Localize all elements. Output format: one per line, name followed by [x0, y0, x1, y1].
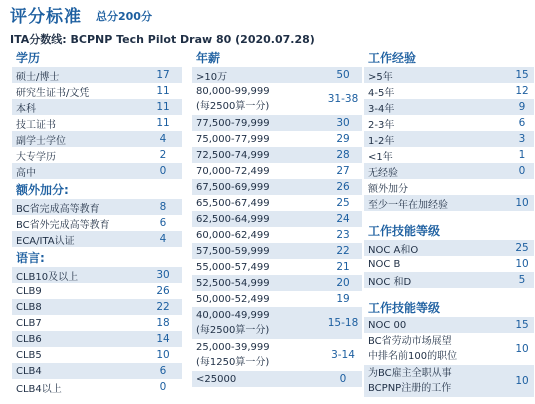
- section-heading-language: 语言:: [16, 251, 45, 265]
- score-row: [12, 347, 182, 363]
- row-points: 10: [515, 258, 529, 270]
- row-label: [12, 380, 144, 395]
- row-label: [364, 116, 510, 131]
- score-row: [192, 243, 362, 259]
- score-row: [364, 365, 534, 397]
- score-row: [12, 147, 182, 163]
- row-points: 8: [159, 201, 167, 213]
- row-label-line-2: (每2500算一分): [196, 325, 270, 336]
- row-points: 11: [156, 85, 170, 97]
- section-heading-extra: 额外加分:: [16, 183, 69, 197]
- row-label: [364, 180, 510, 195]
- row-label: [12, 302, 144, 313]
- skill-level-list: [364, 240, 534, 288]
- score-row: [364, 83, 534, 99]
- row-label-line: BC省完成高等教育: [16, 203, 100, 215]
- score-row: [12, 83, 182, 99]
- row-points: 19: [336, 293, 350, 305]
- row-points: 0: [159, 381, 167, 393]
- row-label: [192, 118, 324, 129]
- score-row: [192, 291, 362, 307]
- row-points: 0: [339, 373, 347, 385]
- row-label-line: >10万: [196, 71, 228, 83]
- row-points: 25: [515, 242, 529, 254]
- row-label-line: 40,000-49,999: [196, 310, 270, 321]
- row-label: [192, 150, 324, 161]
- row-points: 11: [156, 117, 170, 129]
- score-row: [192, 131, 362, 147]
- row-label-line: 77,500-79,999: [196, 117, 270, 129]
- row-label-line: 70,000-72,499: [196, 165, 270, 177]
- row-points: 26: [156, 285, 170, 297]
- row-label-line: 57,500-59,999: [196, 245, 270, 257]
- score-row: [192, 67, 362, 83]
- row-points: 3: [518, 133, 526, 145]
- row-label: [12, 268, 144, 283]
- row-label-line: BC省外完成高等教育: [16, 219, 110, 231]
- row-label-line: 50,000-52,499: [196, 293, 270, 305]
- score-row: [192, 163, 362, 179]
- row-label-line: 55,000-57,499: [196, 261, 270, 273]
- row-label-line: 4-5年: [368, 87, 395, 99]
- row-points: 30: [156, 269, 170, 281]
- score-row: [12, 199, 182, 215]
- row-label-line: CLB4以上: [16, 383, 62, 395]
- row-label-line: <25000: [196, 373, 237, 385]
- section-heading-skill-level: 工作技能等级: [368, 224, 441, 238]
- row-points: 2: [159, 149, 167, 161]
- row-label: [192, 230, 324, 241]
- row-label-line: 75,000-77,999: [196, 133, 270, 145]
- row-label: [12, 334, 144, 345]
- row-label: [192, 134, 324, 145]
- row-points: 17: [156, 69, 170, 81]
- row-label-line: 62,500-64,999: [196, 213, 270, 225]
- score-row: [364, 256, 534, 272]
- row-points: 9: [518, 101, 526, 113]
- score-row: [192, 147, 362, 163]
- row-points: 14: [156, 333, 170, 345]
- row-label-line: 72,500-74,999: [196, 149, 270, 161]
- row-points: 15: [515, 319, 529, 331]
- row-label: [192, 182, 324, 193]
- row-points: 28: [336, 149, 350, 161]
- section-heading-skill-level-2: 工作技能等级: [368, 301, 441, 315]
- row-label-line: 67,500-69,999: [196, 181, 270, 193]
- score-row: [12, 99, 182, 115]
- row-points: 1: [518, 149, 526, 161]
- row-label-line: 65,500-67,499: [196, 197, 270, 209]
- row-label-line: NOC B: [368, 258, 401, 270]
- row-points: 12: [515, 85, 529, 97]
- row-label: [192, 198, 324, 209]
- row-label: [12, 286, 144, 297]
- row-points: 15-18: [327, 317, 359, 329]
- row-label-line-2: BCPNP注册的工作: [368, 383, 452, 394]
- score-row: [12, 163, 182, 179]
- score-row: [192, 307, 362, 339]
- row-points: 3-14: [331, 349, 355, 361]
- score-row: [192, 339, 362, 371]
- total-score: 总分200分: [96, 10, 152, 23]
- row-label-line: NOC 00: [368, 319, 407, 331]
- row-label: [192, 340, 324, 370]
- row-label: [364, 320, 510, 331]
- score-row: [364, 240, 534, 256]
- row-label: [12, 200, 144, 215]
- score-row: [192, 211, 362, 227]
- row-label: [364, 273, 510, 288]
- section-heading-experience: 工作经验: [368, 51, 417, 65]
- row-label-line: 为BC雇主全职从事: [368, 368, 452, 379]
- row-points: 10: [515, 375, 529, 387]
- score-row: [192, 195, 362, 211]
- row-label: [192, 68, 324, 83]
- row-label: [12, 216, 144, 231]
- row-label: [192, 294, 324, 305]
- row-label-line: 无经验: [368, 167, 398, 179]
- row-label-line: 研究生证书/文凭: [16, 87, 90, 99]
- skill-level-list-2: [364, 317, 534, 397]
- row-label-line: 52,500-54,999: [196, 277, 270, 289]
- row-points: 10: [515, 343, 529, 355]
- row-label-line: 技工证书: [16, 119, 56, 131]
- row-label: [192, 246, 324, 257]
- score-row: [12, 67, 182, 83]
- score-row: [12, 131, 182, 147]
- row-points: 23: [336, 229, 350, 241]
- row-label: [192, 214, 324, 225]
- row-label: [12, 116, 144, 131]
- row-label: [12, 100, 144, 115]
- row-points: 22: [336, 245, 350, 257]
- row-label: [12, 164, 144, 179]
- experience-list: [364, 67, 534, 211]
- row-label-line: 80,000-99,999: [196, 86, 270, 97]
- extra-points-list: [12, 199, 182, 247]
- row-points: 27: [336, 165, 350, 177]
- row-label-line: 大专学历: [16, 151, 56, 163]
- row-points: 6: [159, 365, 167, 377]
- education-list: [12, 67, 182, 179]
- page-header: [0, 0, 535, 28]
- row-label-line: CLB4: [16, 365, 42, 377]
- score-row: [12, 363, 182, 379]
- score-row: [364, 195, 534, 211]
- row-label: [192, 166, 324, 177]
- score-row: [192, 275, 362, 291]
- column-salary: [192, 50, 362, 387]
- score-row: [192, 227, 362, 243]
- row-points: 4: [159, 233, 167, 245]
- score-row: [12, 315, 182, 331]
- row-label-line: BC省劳动市场展望: [368, 336, 452, 347]
- column-experience-skills: [364, 50, 534, 397]
- row-label-line: 副学士学位: [16, 135, 66, 147]
- row-points: 4: [159, 133, 167, 145]
- row-label-line: <1年: [368, 151, 393, 163]
- row-points: 15: [515, 69, 529, 81]
- row-label-line: 本科: [16, 103, 36, 115]
- row-points: 50: [336, 69, 350, 81]
- row-points: 25: [336, 197, 350, 209]
- row-label: [192, 278, 324, 289]
- score-row: [12, 299, 182, 315]
- row-label-line: CLB10及以上: [16, 271, 79, 283]
- row-label: [192, 374, 324, 385]
- score-row: [192, 83, 362, 115]
- score-row: [12, 231, 182, 247]
- score-row: [364, 163, 534, 179]
- row-points: 18: [156, 317, 170, 329]
- score-row: [364, 333, 534, 365]
- column-education-language: [12, 50, 182, 395]
- row-label-line-2: (每1250算一分): [196, 357, 270, 368]
- score-row: [12, 115, 182, 131]
- row-points: 21: [336, 261, 350, 273]
- ita-cutoff-subtitle: ITA分数线: BCPNP Tech Pilot Draw 80 (2020.07.28): [10, 33, 315, 46]
- row-points: 6: [159, 217, 167, 229]
- row-label: [192, 84, 324, 114]
- section-heading-salary: 年薪: [196, 51, 221, 65]
- row-label-line: CLB5: [16, 349, 42, 361]
- row-label-line-2: (每2500算一分): [196, 101, 270, 112]
- salary-list: [192, 67, 362, 387]
- row-label-line: 硕士/博士: [16, 71, 60, 83]
- row-label-line: >5年: [368, 71, 393, 83]
- section-heading-education: 学历: [16, 51, 41, 65]
- row-points: 30: [336, 117, 350, 129]
- score-row: [12, 379, 182, 395]
- row-label: [364, 132, 510, 147]
- row-points: 26: [336, 181, 350, 193]
- row-points: 20: [336, 277, 350, 289]
- row-label: [192, 308, 324, 338]
- row-points: 10: [515, 197, 529, 209]
- row-label-line: 高中: [16, 167, 36, 179]
- score-row: [364, 147, 534, 163]
- row-points: 11: [156, 101, 170, 113]
- row-label: [192, 262, 324, 273]
- row-label-line: CLB6: [16, 333, 42, 345]
- row-points: 0: [518, 165, 526, 177]
- row-label: [12, 132, 144, 147]
- row-points: 0: [159, 165, 167, 177]
- row-label-line: CLB7: [16, 317, 42, 329]
- score-row: [364, 272, 534, 288]
- row-label-line: 60,000-62,499: [196, 229, 270, 241]
- score-row: [364, 115, 534, 131]
- row-label-line-2: 中排名前100的职位: [368, 351, 458, 362]
- row-label: [12, 232, 144, 247]
- row-label-line: 25,000-39,999: [196, 342, 270, 353]
- score-row: [192, 179, 362, 195]
- row-label-line: CLB8: [16, 301, 42, 313]
- row-label: [364, 68, 510, 83]
- row-label: [364, 164, 510, 179]
- row-label: [12, 318, 144, 329]
- row-label-line: NOC 和D: [368, 276, 412, 288]
- row-label-line: NOC A和O: [368, 244, 419, 256]
- score-row: [364, 179, 534, 195]
- score-row: [12, 267, 182, 283]
- row-label-line: 3-4年: [368, 103, 395, 115]
- row-label: [364, 334, 510, 364]
- score-row: [364, 99, 534, 115]
- row-label-line: CLB9: [16, 285, 42, 297]
- row-label-line: 额外加分: [368, 183, 408, 195]
- score-row: [192, 371, 362, 387]
- row-label: [364, 100, 510, 115]
- score-row: [12, 215, 182, 231]
- page-title: 评分标准: [10, 7, 82, 27]
- row-points: 5: [518, 274, 526, 286]
- row-label: [364, 259, 510, 270]
- row-label: [12, 68, 144, 83]
- score-row: [12, 331, 182, 347]
- row-label-line: 至少一年在加经验: [368, 199, 448, 211]
- row-label-line: ECA/ITA认证: [16, 235, 75, 247]
- row-points: 22: [156, 301, 170, 313]
- row-label: [12, 366, 144, 377]
- row-points: 24: [336, 213, 350, 225]
- score-row: [364, 131, 534, 147]
- row-label: [364, 196, 510, 211]
- score-row: [192, 259, 362, 275]
- row-points: 10: [156, 349, 170, 361]
- score-row: [12, 283, 182, 299]
- row-points: 6: [518, 117, 526, 129]
- row-label: [12, 350, 144, 361]
- score-row: [364, 317, 534, 333]
- row-label-line: 1-2年: [368, 135, 395, 147]
- language-list: [12, 267, 182, 395]
- row-label: [364, 84, 510, 99]
- row-points: 29: [336, 133, 350, 145]
- row-label: [364, 366, 510, 396]
- row-label: [12, 148, 144, 163]
- row-label: [12, 84, 144, 99]
- score-row: [364, 67, 534, 83]
- score-row: [192, 115, 362, 131]
- row-points: 31-38: [327, 93, 359, 105]
- row-label: [364, 148, 510, 163]
- row-label: [364, 241, 510, 256]
- row-label-line: 2-3年: [368, 119, 395, 131]
